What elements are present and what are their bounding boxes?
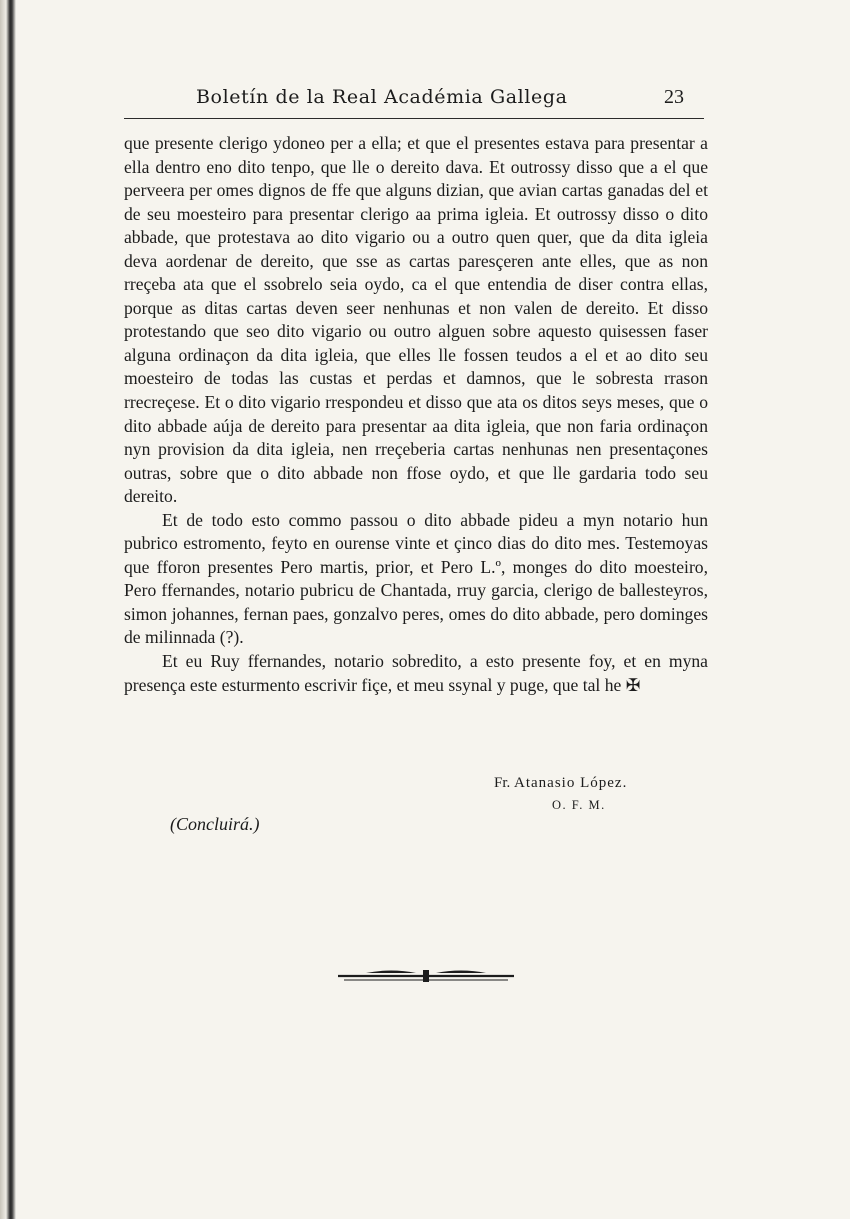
signature-name-line [494,772,714,794]
decorative-rule-icon [336,962,516,988]
continuation-note: (Concluirá.) [170,814,260,834]
journal-title: Boletín de la Real Académia Gallega [196,86,568,108]
signature-prefix: Fr. [494,775,511,791]
paragraph-witnesses: Et de todo esto commo passou o dito abbade pideu a myn notario hun pubrico estromento, feyto en ourense vinte et çinco dias do dito mes. Testemoyas que fforon presentes Pero martis, prior, et Pero L.º, monges do dito moesteiro, Pero ffernandes, notario pubricu de Chantada, rruy garcia, clerigo de ballesteyros, simon johannes, fernan paes, gonzalvo peres, omes do dito abbade, pero dominges de milinnada (?). [124,509,708,648]
paragraph-protest: que presente clerigo ydoneo per a ella; et que el presentes estava para presentar a ella dentro eno dito tenpo, que lle o dereito dava. Et outrossy disso que a el que perveera per omes dignos de ffe que alguns dizian, que avian cartas ganadas del et de seu moesteiro para presentar clerigo aa prima igleia. Et outrossy disso o dito abbade, que protestava ao dito vigario ou a outro quen quer, que da dita igleia deva aordenar de dereito, que sse as cartas paresçeren ante elles, que as non rreçeba ata que el ssobrelo seia oydo, ca el que entendia de diser contra ellas, porque as ditas cartas deven seer nenhunas et non valen de dereito. Et disso protestando que seo dito vigario ou outro alguen sobre aquesto quisessen faser alguna ordinaçon da dita igleia, que elles lle fossen teudos a el et ao dito seu moesteiro de todas las custas et perdas et damnos, que le sobresta rrason rrecreçese. Et o dito vigario rrespondeu et disso que ata os ditos seys meses, que o dito abbade aúja de dereito para presentar aa dita igleia, que non faria ordinaçon nyn provision da dita igleia, nen rreçeberia cartas nenhunas nen presentaçones outras, sobre que o dito abbade non ffose oydo, et que lle gardaria todo seu dereito. [124,133,708,507]
running-head [124,78,704,119]
author-signature [494,772,714,816]
page-binding-edge [0,0,20,1219]
signature-order: O. F. M. [552,798,606,812]
page-number: 23 [664,86,684,108]
document-body [124,132,708,697]
signature-name: Atanasio López. [514,775,628,791]
paragraph-notary-attestation: Et eu Ruy ffernandes, notario sobredito, a esto presente foy, et en myna presença este esturmento escrivir fiçe, et meu ssynal y puge, que tal he ✠ [124,651,708,695]
